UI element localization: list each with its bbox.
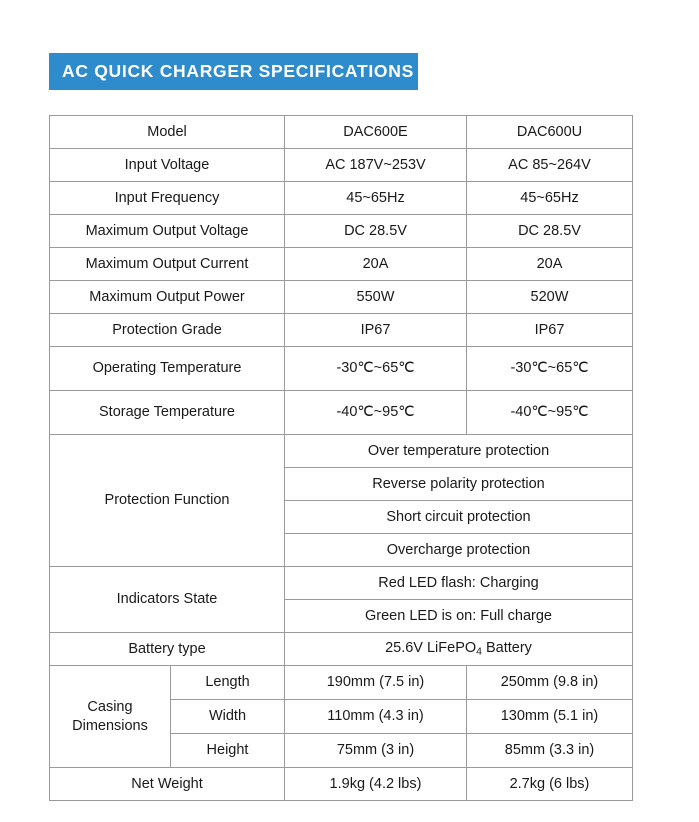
- row-label-indicators-state: Indicators State: [50, 567, 285, 633]
- row-label-input-frequency: Input Frequency: [50, 182, 285, 215]
- row-label-operating-temperature: Operating Temperature: [50, 347, 285, 391]
- cell-input-voltage-b: AC 85~264V: [467, 149, 633, 182]
- battery-type-subscript: 4: [476, 646, 482, 658]
- table-row-max-output-current: [50, 248, 633, 281]
- table-row-input-voltage: [50, 149, 633, 182]
- battery-type-prefix: 25.6V LiFePO: [385, 640, 477, 657]
- table-row-protection-function-1: [50, 435, 633, 468]
- cell-protection-function-1: Over temperature protection: [285, 435, 633, 468]
- cell-indicators-state-2: Green LED is on: Full charge: [285, 600, 633, 633]
- table-row-indicators-state-1: [50, 567, 633, 600]
- table-row-model: [50, 116, 633, 149]
- cell-protection-function-4: Overcharge protection: [285, 534, 633, 567]
- cell-max-output-power-a: 550W: [285, 281, 467, 314]
- row-label-max-output-current: Maximum Output Current: [50, 248, 285, 281]
- row-label-battery-type: Battery type: [50, 633, 285, 666]
- cell-protection-function-2: Reverse polarity protection: [285, 468, 633, 501]
- table-row-max-output-power: [50, 281, 633, 314]
- cell-casing-width-a: 110mm (4.3 in): [285, 700, 467, 734]
- row-label-protection-function: Protection Function: [50, 435, 285, 567]
- battery-type-suffix: Battery: [481, 640, 532, 657]
- cell-net-weight-b: 2.7kg (6 lbs): [467, 768, 633, 801]
- cell-max-output-current-a: 20A: [285, 248, 467, 281]
- cell-model-a: DAC600E: [285, 116, 467, 149]
- cell-casing-width-b: 130mm (5.1 in): [467, 700, 633, 734]
- table-row-protection-grade: [50, 314, 633, 347]
- cell-casing-length-a: 190mm (7.5 in): [285, 666, 467, 700]
- table-row-casing-length: [50, 666, 633, 700]
- cell-input-voltage-a: AC 187V~253V: [285, 149, 467, 182]
- cell-model-b: DAC600U: [467, 116, 633, 149]
- cell-net-weight-a: 1.9kg (4.2 lbs): [285, 768, 467, 801]
- sub-label-width: Width: [171, 700, 285, 734]
- page-title: AC QUICK CHARGER SPECIFICATIONS: [62, 61, 414, 81]
- table-row-net-weight: [50, 768, 633, 801]
- row-label-max-output-power: Maximum Output Power: [50, 281, 285, 314]
- table-row-max-output-voltage: [50, 215, 633, 248]
- cell-protection-grade-a: IP67: [285, 314, 467, 347]
- cell-operating-temperature-b: -30℃~65℃: [467, 347, 633, 391]
- cell-protection-grade-b: IP67: [467, 314, 633, 347]
- table-row-storage-temperature: [50, 391, 633, 435]
- row-label-net-weight: Net Weight: [50, 768, 285, 801]
- row-label-casing-dimensions: Casing Dimensions: [50, 666, 171, 768]
- cell-max-output-power-b: 520W: [467, 281, 633, 314]
- table-row-battery-type: [50, 633, 633, 666]
- row-label-input-voltage: Input Voltage: [50, 149, 285, 182]
- sub-label-height: Height: [171, 734, 285, 768]
- page-title-banner: [49, 53, 418, 90]
- table-row-input-frequency: [50, 182, 633, 215]
- cell-indicators-state-1: Red LED flash: Charging: [285, 567, 633, 600]
- specifications-table: [49, 115, 633, 801]
- cell-protection-function-3: Short circuit protection: [285, 501, 633, 534]
- cell-casing-length-b: 250mm (9.8 in): [467, 666, 633, 700]
- cell-storage-temperature-b: -40℃~95℃: [467, 391, 633, 435]
- cell-max-output-voltage-b: DC 28.5V: [467, 215, 633, 248]
- cell-operating-temperature-a: -30℃~65℃: [285, 347, 467, 391]
- cell-max-output-voltage-a: DC 28.5V: [285, 215, 467, 248]
- row-label-max-output-voltage: Maximum Output Voltage: [50, 215, 285, 248]
- cell-casing-height-a: 75mm (3 in): [285, 734, 467, 768]
- row-label-storage-temperature: Storage Temperature: [50, 391, 285, 435]
- cell-input-frequency-b: 45~65Hz: [467, 182, 633, 215]
- sub-label-length: Length: [171, 666, 285, 700]
- cell-battery-type-value: [285, 633, 633, 666]
- row-label-protection-grade: Protection Grade: [50, 314, 285, 347]
- table-row-operating-temperature: [50, 347, 633, 391]
- row-label-model: Model: [50, 116, 285, 149]
- cell-casing-height-b: 85mm (3.3 in): [467, 734, 633, 768]
- cell-input-frequency-a: 45~65Hz: [285, 182, 467, 215]
- cell-max-output-current-b: 20A: [467, 248, 633, 281]
- cell-storage-temperature-a: -40℃~95℃: [285, 391, 467, 435]
